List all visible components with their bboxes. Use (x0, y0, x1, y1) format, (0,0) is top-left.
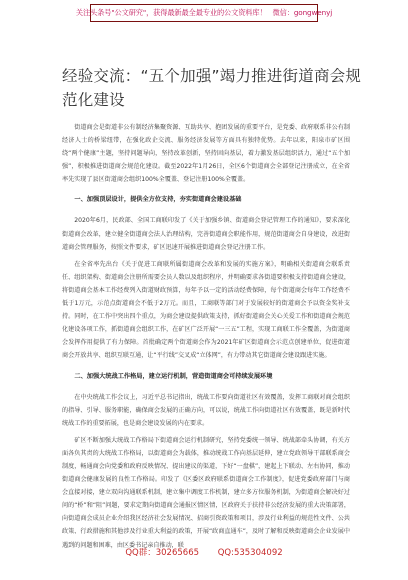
section-heading: 二、加强大统战工作格局，建立运行机制，营造街道商会可持续发展环境 (74, 372, 273, 380)
banner-wechat: 微信：gongwenyj (272, 8, 333, 17)
qq-number: QQ:535304092 (217, 548, 283, 558)
qq-group: QQ群：30265665 (125, 548, 200, 558)
paragraph: 在中央统战工作会议上，习近平总书记指出，统战工作要向街道社区有效覆盖，发挥工商联对商会组织的指导、引导、服务职能，确保商会发展的正确方向，可以说，统战工作向街道社区有效覆盖，既是新时代统战工作的重要拓展，也是商会建设发展的内在要求。 (62, 393, 350, 427)
paragraph: 2020年6月，民政部、全国工商联印发了《关于加强乡镇、街道商会登记管理工作的通知》，要求深化街道商会改革，建立健全街道商会法人治理结构，完善街道商会职能作用，规范街道商会自身建设，改进街道商会管理服务，按照文件要求，矿区迅速开展推进街道商会登记注册工作。 (62, 217, 350, 251)
article-title: 经验交流：“五个加强”竭力推进街道商会规范化建设 (62, 67, 362, 109)
article-body (62, 121, 350, 556)
footer-contacts (0, 546, 408, 558)
section-heading: 一、加强顶层设计，提供全方位支持，夯实街道商会建设基础 (74, 196, 242, 204)
promo-banner (75, 4, 333, 22)
paragraph: 街道商会是街道非公有制经济集聚资源、互助共享、抱团发展的重要平台，是党委、政府联系非公有制经济人士的桥梁纽带，在强化政企交流、服务经济发展等方面具有独特优势。去年以来，阳泉市矿区围绕“两个健康”主题，坚持问题导向，坚持改革创新，坚持固向基层，着力激发基层组织活力，通过“五个加强”，积极推进街道商会规范化建设。截至2022年1月26日，全区6个街道商会全部登记注册成立，在全省率先实现了县区街道商会组织100%全覆盖、登记注册100%全覆盖。 (62, 124, 350, 184)
paragraph: 在全省率先出台《关于促进工商联所属街道商会改革和发展的实施方案》，明确相关街道商会联系责任、组织架构、街道商会注册所需要会员人数以及组织程序，并明确要求各街道要积极支持街道商会建设，将街道商会基本工作经费列入街道财政预算，每年予以一定的活动经费保障，每个街道商会每年工作经费不低于1万元，示范点街道商会不低于2万元。而且，工商联等部门对于发展较好的街道商会予以资金奖补支持。同时，在工作中突出四个重点，为商会建设提供政策支持，抓好街道商会关心关爱工作和街道商会规范化建设各项工作，抓街道商会组织工作，在矿区广泛开展“一三五”工程，实现工商联工作全覆盖，为街道商会发挥作用提供了有力保障。首批确定两个街道商会作为2021年矿区街道商会示范点创建单位，促进街道商会开放共享、组织互联互通，让“平行线”交叉成“立体网”，有力带动其它街道商会建设跟进实施。 (62, 260, 350, 360)
paragraph: 矿区不断加强大统战工作格局下街道商会运行机制研究，坚持党委统一领导、统战部牵头协调，有关方面各负其责的大统战工作格局，以街道商会为载体，推动统战工作向基层延伸，建立党政领导干部联系商会制度，畅通商会向党委和政府反映情况、提出建议的渠道，下好“一盘棋”，建起上下联动、左右协同，推动街道商会健康发展的良性工作格局。印发了《区委区政府联系街道商会工作制度》，促进党委政府部门与商会直接对接，建立双向沟通联系机制，建立集中调度工作机制，建立多方位服务机制，为街道商会解决好过问的“桥”和“阻”问题，要求定期向街道商会通报区情区情，区政府关于扶持非公经济发展的重大决策部署，向街道商会成员企业介绍我区经济社会发展情况、招商引资政策和项目，涉及行业利益的规范性文件、公共政策、行政措施和其他涉及行业重大利益的政策，开展“政商直通车”，及时了解和反映街道商会企业发展中遇到的问题和困难，由区委书记亲自推动，联 (62, 436, 350, 549)
banner-text: 关注头条号"公文研究"，获得最新最全最专业的公文资料库！ (75, 8, 267, 17)
